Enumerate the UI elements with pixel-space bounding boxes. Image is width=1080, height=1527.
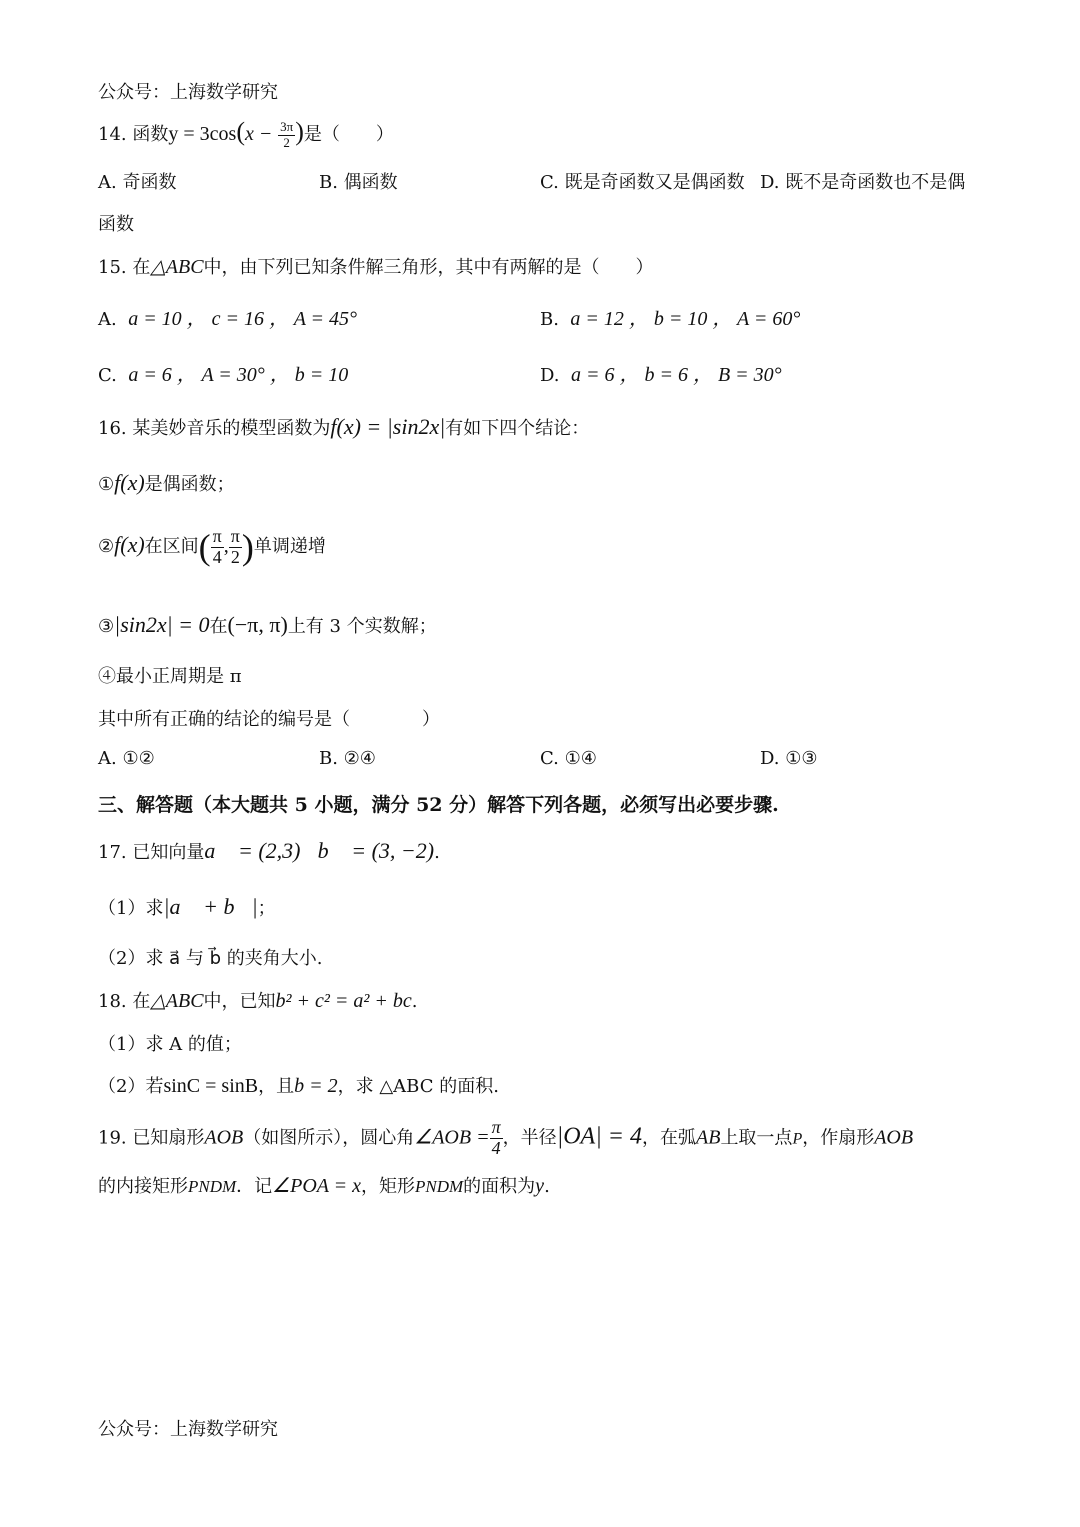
q14-option-c: C. 既是奇函数又是偶函数 bbox=[540, 172, 745, 193]
q14-func: y = 3cos bbox=[168, 123, 237, 145]
q14-option-d: D. 既不是奇函数也不是偶 bbox=[760, 172, 966, 193]
q19-number: 19. bbox=[98, 1127, 127, 1149]
q14-number: 14. bbox=[98, 124, 127, 145]
q17-vector-a: a⃗ = (2,3)， bbox=[204, 838, 318, 863]
q16-ask: 其中所有正确的结论的编号是（ ） bbox=[98, 709, 440, 730]
q16-conclusion-2: ②f(x)在区间( $\frac{\pi}{4}$ , $\frac{\pi}{2}$ )单调递增 bbox=[98, 525, 326, 567]
q18-part-2: （2）若sinC = sinB，且b = 2，求 △ABC 的面积. bbox=[98, 1075, 499, 1097]
q18-number: 18. bbox=[98, 991, 127, 1012]
q14-option-b: B. 偶函数 bbox=[319, 172, 398, 193]
page-footer: 公众号：上海数学研究 bbox=[98, 1419, 278, 1440]
question-14: 14. 函数y = 3cos(x − $\frac{3\pi}{2}$ )是（ ） bbox=[98, 117, 394, 150]
q14-fraction: $\frac{3\pi}{2}$ bbox=[280, 119, 294, 150]
q17-vector-b: b⃗ = (3, −2) bbox=[317, 838, 435, 863]
q14-option-a: A. 奇函数 bbox=[98, 172, 177, 193]
question-16: 16. 某美妙音乐的模型函数为f(x) = |sin2x|有如下四个结论： bbox=[98, 414, 590, 439]
q19-line-2: 的内接矩形PNDM．记∠POA = x，矩形PNDM的面积为y. bbox=[98, 1175, 550, 1197]
question-19: 19. 已知扇形AOB（如图所示），圆心角∠AOB = $\frac{\pi}{4}$ ，半径|OA| = 4，在弧AB上取一点P，作扇形AOB bbox=[98, 1117, 914, 1158]
q14-x: x − bbox=[245, 123, 273, 145]
q16-conclusion-1: ①f(x)是偶函数； bbox=[98, 470, 235, 495]
q15-option-a: A. a = 10 ， c = 16 ， A = 45° bbox=[98, 308, 358, 330]
question-18: 18. 在△ABC中，已知b² + c² = a² + bc. bbox=[98, 990, 418, 1012]
q15-option-d: D. a = 6 ， b = 6 ， B = 30° bbox=[540, 364, 782, 386]
q17-part-1: （1）求|a⃗ + b⃗|； bbox=[98, 894, 276, 919]
section-3-heading: 三、解答题（本大题共 5 小题，满分 52 分）解答下列各题，必须写出必要步骤. bbox=[98, 794, 779, 816]
q14-option-d-wrap: 函数 bbox=[98, 214, 134, 235]
page-header: 公众号：上海数学研究 bbox=[98, 82, 278, 103]
q17-part-2: （2）求 a⃗ 与 b⃗ 的夹角大小. bbox=[98, 948, 323, 969]
q15-option-c: C. a = 6 ， A = 30° ， b = 10 bbox=[98, 364, 349, 386]
q15-triangle: △ABC bbox=[150, 256, 204, 278]
q16-conclusion-4: ④最小正周期是 π bbox=[98, 666, 242, 687]
question-17: 17. 已知向量a⃗ = (2,3)，b⃗ = (3, −2). bbox=[98, 838, 440, 863]
q16-option-c: C. ①④ bbox=[540, 748, 597, 769]
q15-option-b: B. a = 12 ， b = 10 ， A = 60° bbox=[540, 308, 801, 330]
q16-option-b: B. ②④ bbox=[319, 748, 376, 769]
q14-prefix: 函数 bbox=[132, 124, 169, 145]
q18-equation: b² + c² = a² + bc bbox=[275, 990, 412, 1012]
q16-option-d: D. ①③ bbox=[760, 748, 818, 769]
q18-part-1: （1）求 A 的值； bbox=[98, 1034, 242, 1055]
q14-suffix: 是（ ） bbox=[303, 124, 394, 145]
q16-number: 16. bbox=[98, 418, 127, 439]
q17-number: 17. bbox=[98, 842, 127, 863]
question-15: 15. 在△ABC中，由下列已知条件解三角形，其中有两解的是（ ） bbox=[98, 256, 654, 278]
q15-number: 15. bbox=[98, 257, 127, 278]
q16-function: f(x) = |sin2x| bbox=[330, 414, 446, 439]
q16-option-a: A. ①② bbox=[98, 748, 155, 769]
q16-conclusion-3: ③|sin2x| = 0在(−π, π)上有 3 个实数解； bbox=[98, 612, 437, 637]
